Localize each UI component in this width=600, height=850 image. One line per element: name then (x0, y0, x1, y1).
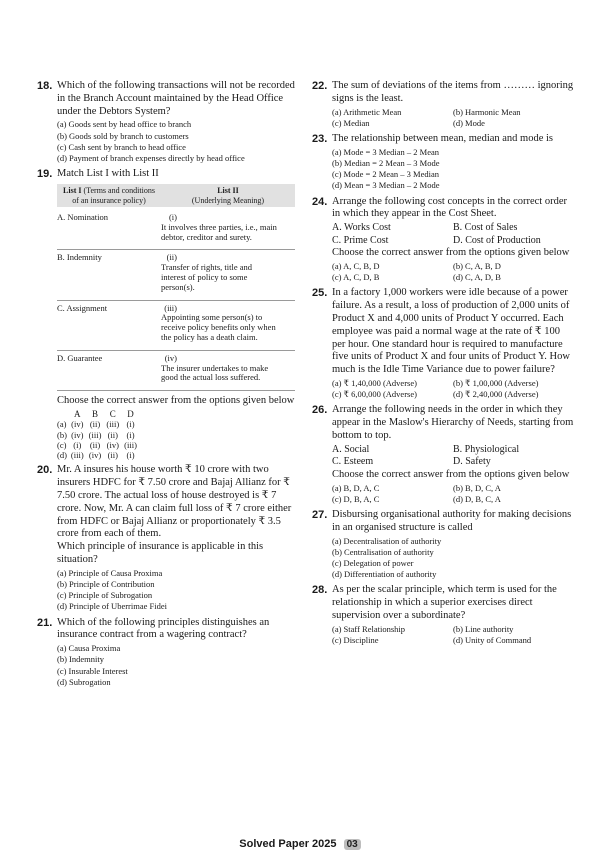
option-list (332, 624, 574, 646)
list-ii-item: Appointing some person(s) to receive policy benefits only when the policy has a death claim. (161, 312, 276, 342)
table-row (57, 300, 295, 350)
option-c[interactable]: (c) Discipline (332, 634, 379, 645)
choose-instruction: Choose the correct answer from the options given below (57, 395, 295, 407)
choose-instruction: Choose the correct answer from the options given below (332, 468, 570, 480)
option-c[interactable]: (c) Mode = 2 Mean – 3 Median (332, 169, 440, 180)
question-text: As per the scalar principle, which term is used for the relationship in which a superior exercises direct supervision over a subordinate? (332, 584, 557, 621)
question-number: 28. (312, 584, 328, 597)
question-number: 19. (37, 168, 53, 181)
option-b[interactable]: (b) Indemnity (57, 654, 104, 665)
option-c[interactable]: (c) Insurable Interest (57, 665, 128, 676)
list-ii-item: The insurer undertakes to make good the actual loss suffered. (161, 362, 269, 383)
option-list (57, 119, 295, 164)
option-b[interactable]: (b) Median = 2 Mean – 3 Mode (332, 158, 440, 168)
list-i-item: C. Assignment (57, 302, 108, 313)
item-list (332, 222, 574, 247)
list-i-item: A. Nomination (57, 212, 108, 222)
option-list (57, 643, 295, 688)
question-19 (37, 168, 295, 460)
option-b[interactable]: (b) Goods sold by branch to customers (57, 130, 189, 141)
question-24 (312, 196, 574, 284)
option-list (332, 147, 574, 192)
option-a[interactable]: (a) A, C, B, D (332, 261, 380, 271)
page-number-badge: 03 (344, 839, 361, 850)
question-number: 18. (37, 80, 53, 92)
option-a[interactable]: (a) Decentralisation of authority (332, 535, 442, 546)
option-d[interactable]: (d) ₹ 2,40,000 (Adverse) (453, 389, 539, 400)
option-list (332, 261, 574, 283)
option-d[interactable]: (d) Payment of branch expenses directly by head office (57, 153, 245, 163)
question-text: Mr. A insures his house worth ₹ 10 crore with two insurers HDFC for ₹ 7.50 crore and Bajaj Allianz for ₹ 7.50 crore. The actual loss of house destroyed is ₹ 7 crore. Now, Mr. A can claim full loss of ₹ 7 crore either from HDFC or Bajaj Allianz or proportionately ₹ 3.5 crore from each of them. (57, 464, 292, 540)
question-number: 24. (312, 195, 328, 208)
question-text: Arrange the following needs in the order in which they appear in the Maslow's Hierarchy of Needs, starting from bottom to top. (332, 404, 574, 441)
item-d: D. Safety (453, 456, 491, 468)
question-22 (312, 80, 574, 129)
question-number: 23. (312, 133, 328, 145)
question-text: The relationship between mean, median and mode is (332, 133, 554, 144)
question-text: Which of the following transactions will not be recorded in the Branch Account maintained by the Head Office under the Debtors System? (57, 80, 295, 117)
list-i-header: List I (Terms and conditions of an insurance policy) (57, 184, 161, 207)
question-number: 22. (312, 80, 328, 92)
question-text: Disbursing organisational authority for making decisions in an organised structure is called (332, 508, 572, 533)
option-a[interactable]: (a) (iv) (ii) (iii) (i) (57, 419, 135, 430)
option-c[interactable]: (c) Principle of Subrogation (57, 590, 153, 601)
question-28 (312, 584, 574, 646)
list-ii-header: List II (Underlying Meaning) (161, 184, 295, 207)
option-d[interactable]: (d) Subrogation (57, 676, 111, 687)
option-a[interactable]: (a) Causa Proxima (57, 643, 121, 654)
option-b[interactable]: (b) Principle of Contribution (57, 579, 155, 590)
table-row (57, 350, 295, 390)
item-a: A. Social (332, 443, 370, 455)
question-21 (37, 617, 295, 688)
question-18 (37, 80, 295, 164)
question-20 (37, 464, 295, 612)
option-c[interactable]: (c) Delegation of power (332, 557, 414, 568)
list-ii-number: (i) (168, 212, 177, 222)
option-d[interactable]: (d) Mode (453, 117, 485, 128)
option-a[interactable]: (a) ₹ 1,40,000 (Adverse) (332, 377, 417, 388)
question-number: 20. (37, 464, 53, 477)
option-list (332, 107, 574, 129)
option-a[interactable]: (a) Goods sent by head office to branch (57, 119, 192, 130)
question-number: 25. (312, 287, 328, 300)
item-c: C. Esteem (332, 456, 374, 468)
option-list (57, 568, 295, 613)
option-b[interactable]: (b) (iv) (iii) (ii) (i) (57, 429, 135, 440)
item-c: C. Prime Cost (332, 234, 389, 246)
option-c[interactable]: (c) A, C, D, B (332, 272, 380, 283)
question-text: Arrange the following cost concepts in the correct order in which they appear in the Cost Sheet. (332, 195, 567, 220)
question-text: Match List I with List II (57, 168, 159, 180)
question-number: 21. (37, 616, 53, 629)
question-number: 27. (312, 508, 328, 521)
option-d[interactable]: (d) C, A, D, B (453, 272, 501, 283)
option-a[interactable]: (a) B, D, A, C (332, 482, 380, 493)
option-d[interactable]: (d) Principle of Uberrimae Fidei (57, 601, 167, 612)
left-column (37, 80, 295, 692)
answer-code-table: A B C D (a) (iv) (ii) (iii) (i) (b) (iv) (iii) (ii) (i) (c) (i) (ii) (iv) (iii) (d) (iii) (iv) (ii) (i) (57, 409, 142, 460)
list-ii-item: It involves three parties, i.e., main debtor, creditor and surety. (161, 221, 277, 242)
option-b[interactable]: (b) Centralisation of authority (332, 546, 434, 557)
option-a[interactable]: (a) Principle of Causa Proxima (57, 567, 163, 578)
option-a[interactable]: (a) Staff Relationship (332, 623, 406, 634)
question-26 (312, 404, 574, 505)
option-d[interactable]: (d) Mean = 3 Median – 2 Mode (332, 180, 440, 191)
page-footer (0, 838, 600, 850)
option-list (332, 378, 574, 400)
list-ii-number: (iv) (164, 352, 177, 363)
list-ii-number: (iii) (164, 302, 177, 313)
right-column (312, 80, 574, 650)
option-c[interactable]: (c) (i) (ii) (iv) (iii) (57, 439, 137, 450)
option-b[interactable]: (b) B, D, C, A (453, 482, 501, 493)
list-ii-number: (ii) (166, 252, 177, 263)
table-row (57, 207, 295, 249)
item-b: B. Cost of Sales (453, 222, 518, 234)
list-i-item: B. Indemnity (57, 252, 102, 263)
option-d[interactable]: (d) D, B, C, A (453, 493, 501, 504)
option-b[interactable]: (b) Harmonic Mean (453, 106, 521, 117)
item-list (332, 444, 574, 469)
option-b[interactable]: (b) C, A, B, D (453, 261, 501, 271)
item-d: D. Cost of Production (453, 234, 541, 246)
option-d[interactable]: (d) (iii) (iv) (ii) (i) (57, 450, 135, 461)
option-c[interactable]: (c) Median (332, 117, 370, 128)
list-i-item: D. Guarantee (57, 352, 103, 363)
item-b: B. Physiological (453, 443, 520, 455)
option-d[interactable]: (d) Unity of Command (453, 634, 532, 645)
match-table (57, 184, 295, 391)
question-23 (312, 133, 574, 192)
option-list (332, 483, 574, 505)
choose-instruction: Choose the correct answer from the options given below (332, 247, 570, 259)
option-c[interactable]: (c) Cash sent by branch to head office (57, 141, 186, 152)
option-a[interactable]: (a) Arithmetic Mean (332, 106, 402, 117)
question-25 (312, 287, 574, 400)
option-a[interactable]: (a) Mode = 3 Median – 2 Mean (332, 146, 440, 157)
list-ii-item: Transfer of rights, title and interest of policy to some person(s). (161, 262, 253, 292)
option-c[interactable]: (c) D, B, A, C (332, 493, 380, 504)
option-b[interactable]: (b) ₹ 1,00,000 (Adverse) (453, 377, 539, 388)
table-row (57, 250, 295, 300)
question-number: 26. (312, 404, 328, 417)
question-text: Which of the following principles distinguishes an insurance contract from a wagering contract? (57, 616, 270, 641)
question-27 (312, 509, 574, 580)
question-text: The sum of deviations of the items from ……… ignoring signs is the least. (332, 80, 574, 104)
option-b[interactable]: (b) Line authority (453, 623, 514, 634)
option-d[interactable]: (d) Differentiation of authority (332, 569, 437, 580)
footer-title: Solved Paper 2025 (239, 838, 337, 850)
item-a: A. Works Cost (332, 222, 391, 234)
option-list (332, 536, 574, 581)
question-text: In a factory 1,000 workers were idle because of a power failure. As a result, a loss of production of 2,000 units of Product X and 4,000 units of Product Y occurred. Each employee was paid a normal wage at the rate of ₹ 100 per hour. One standard hour is required to manufacture five units of Product X and four units of Product Y. How much is the Idle Time Variance due to power failure? (332, 287, 570, 376)
option-c[interactable]: (c) ₹ 6,00,000 (Adverse) (332, 389, 417, 400)
question-prompt: Which principle of insurance is applicable in this situation? (57, 541, 264, 566)
